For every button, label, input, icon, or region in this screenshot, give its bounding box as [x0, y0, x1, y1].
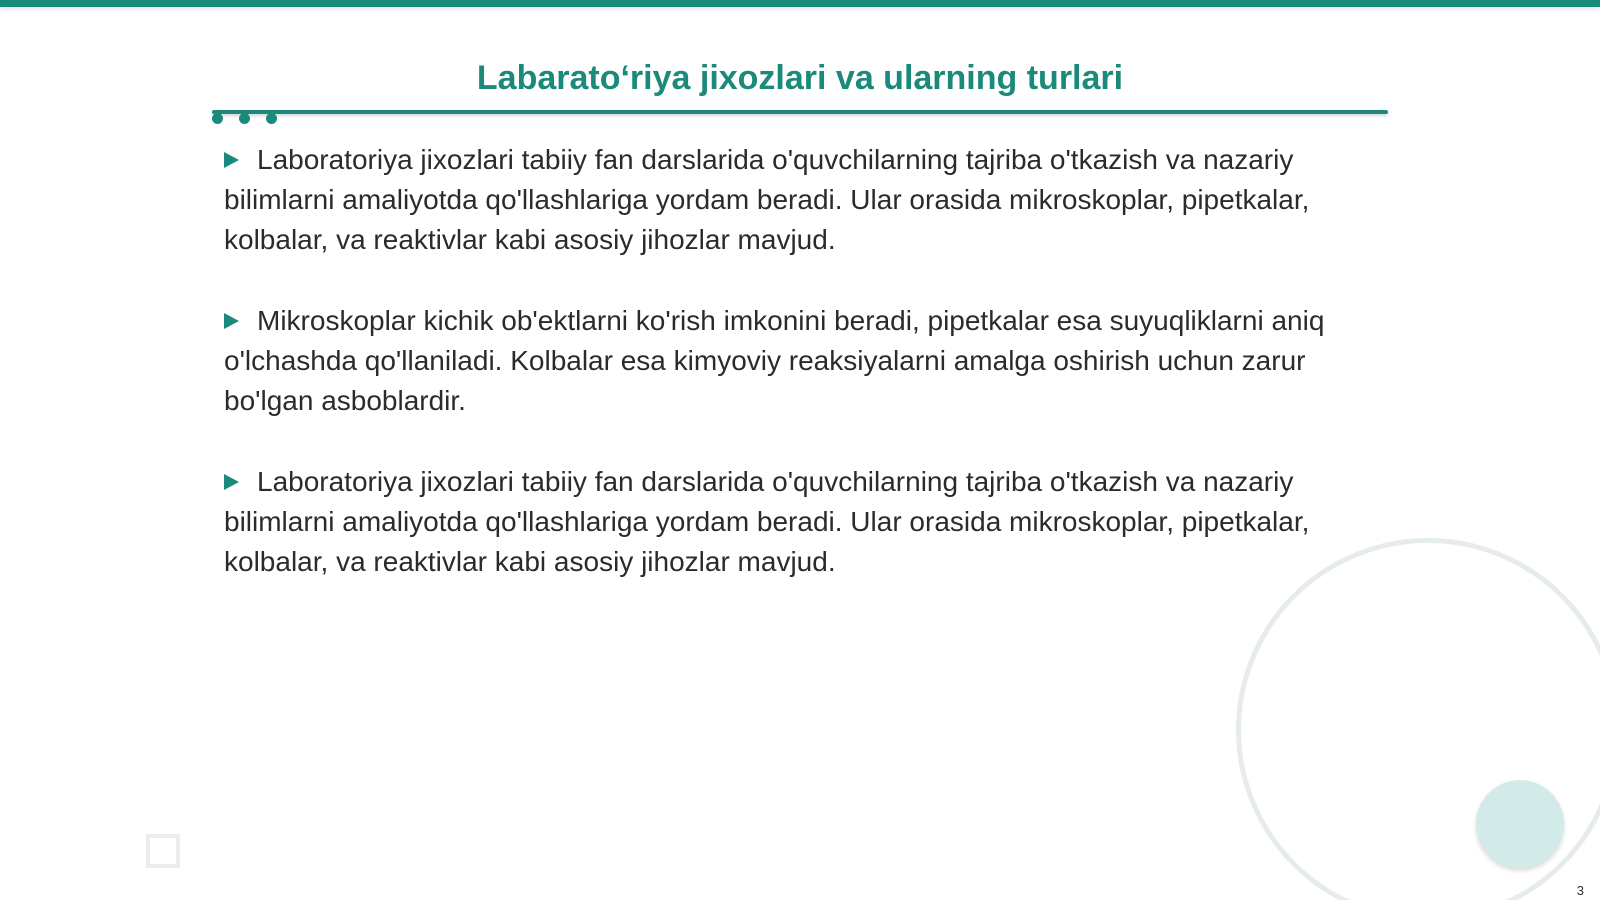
triangle-bullet-icon [224, 313, 239, 329]
slide-content [224, 140, 1384, 623]
bullet-paragraph-3 [224, 462, 1384, 582]
paragraph-text: Mikroskoplar kichik ob'ektlarni ko'rish imkonini beradi, pipetkalar esa suyuqliklarni aniq o'lchashda qo'llaniladi. Kolbalar esa kimyoviy reaksiyalarni amalga oshirish uchun zarur bo'lgan asboblardir. [224, 305, 1325, 416]
decorative-square [146, 834, 180, 868]
decorative-dot-1 [212, 113, 223, 124]
page-number: 3 [1576, 883, 1584, 898]
paragraph-text: Laboratoriya jixozlari tabiiy fan darslarida o'quvchilarning tajriba o'tkazish va nazariy bilimlarni amaliyotda qo'llashlariga yordam beradi. Ular orasida mikroskoplar, pipetkalar, kolbalar, va reaktivlar kabi asosiy jihozlar mavjud. [224, 144, 1310, 255]
decorative-dot-3 [266, 113, 277, 124]
bullet-paragraph-1 [224, 140, 1384, 260]
decorative-circle [1476, 780, 1564, 868]
top-accent-bar [0, 0, 1600, 7]
decorative-dot-2 [239, 113, 250, 124]
slide-title: Labarato‘riya jixozlari va ularning turlari [476, 59, 1124, 97]
triangle-bullet-icon [224, 152, 239, 168]
title-underline [212, 110, 1388, 114]
bullet-paragraph-2 [224, 301, 1384, 421]
triangle-bullet-icon [224, 474, 239, 490]
paragraph-text: Laboratoriya jixozlari tabiiy fan darslarida o'quvchilarning tajriba o'tkazish va nazariy bilimlarni amaliyotda qo'llashlariga yordam beradi. Ular orasida mikroskoplar, pipetkalar, kolbalar, va reaktivlar kabi asosiy jihozlar mavjud. [224, 466, 1310, 577]
